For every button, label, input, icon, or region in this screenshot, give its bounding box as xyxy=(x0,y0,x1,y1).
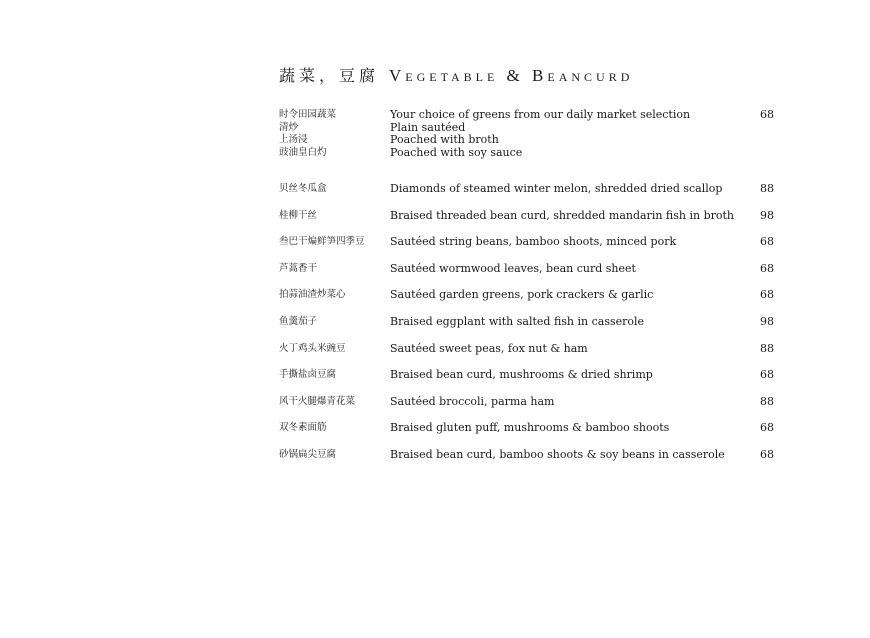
dish-name-chinese: 手撕盐卤豆腐 xyxy=(279,369,337,381)
option-description: Plain sautéed xyxy=(390,120,466,134)
option-name-chinese: 清炒 xyxy=(279,121,299,133)
greens-option xyxy=(279,134,774,147)
option-description: Poached with soy sauce xyxy=(390,145,523,159)
dish-description: Sautéed sweet peas, fox nut & ham xyxy=(390,341,588,355)
menu-item xyxy=(279,183,774,210)
menu-item xyxy=(279,343,774,370)
option-name-chinese: 豉油皇白灼 xyxy=(279,146,327,158)
menu-item xyxy=(279,236,774,263)
dish-name-chinese: 桂柳干丝 xyxy=(279,209,318,221)
dish-name-chinese: 双冬素面筋 xyxy=(279,422,327,434)
dish-name-chinese: 芦蒿香干 xyxy=(279,262,318,274)
dish-name-chinese: 贝丝冬瓜盒 xyxy=(279,183,327,194)
menu-item xyxy=(279,316,774,343)
dish-description: Braised eggplant with salted fish in casserole xyxy=(390,314,645,328)
menu-item xyxy=(279,369,774,396)
dish-price: 68 xyxy=(760,235,774,249)
dish-price: 68 xyxy=(760,368,774,382)
dish-name-chinese: 鱼羹茄子 xyxy=(279,315,318,327)
dish-description: Sautéed garden greens, pork crackers & garlic xyxy=(390,288,654,302)
dish-description: Braised threaded bean curd, shredded mandarin fish in broth xyxy=(390,208,735,222)
dish-name-chinese: 叁巴干煸鲜笋四季豆 xyxy=(279,236,365,248)
menu-item-greens xyxy=(279,109,774,159)
dish-description: Braised gluten puff, mushrooms & bamboo shoots xyxy=(390,421,670,435)
menu-list xyxy=(279,109,774,476)
dish-name-chinese: 火丁鸡头米豌豆 xyxy=(279,342,346,354)
dish-price: 98 xyxy=(760,314,774,328)
dish-price: 68 xyxy=(760,108,774,121)
dish-name-chinese: 时令田园蔬菜 xyxy=(279,109,337,120)
dish-price: 68 xyxy=(760,447,774,461)
dish-description: Sautéed wormwood leaves, bean curd sheet xyxy=(390,261,636,275)
menu-item xyxy=(279,210,774,237)
dish-description: Your choice of greens from our daily market selection xyxy=(390,108,691,121)
dish-price: 68 xyxy=(760,261,774,275)
menu-item xyxy=(279,422,774,449)
dish-description: Sautéed string beans, bamboo shoots, minced pork xyxy=(390,235,677,249)
section-title-chinese: 蔬菜，豆腐 xyxy=(279,66,380,85)
option-name-chinese: 上汤浸 xyxy=(279,134,308,145)
dish-description: Braised bean curd, mushrooms & dried shrimp xyxy=(390,368,653,382)
dish-name-chinese: 风干火腿爆青花菜 xyxy=(279,395,356,407)
dish-description: Diamonds of steamed winter melon, shredded dried scallop xyxy=(390,182,723,195)
dish-price: 68 xyxy=(760,421,774,435)
dish-price: 88 xyxy=(760,394,774,408)
dish-description: Braised bean curd, bamboo shoots & soy beans in casserole xyxy=(390,447,725,461)
dish-name-chinese: 砂锅扁尖豆腐 xyxy=(279,448,337,460)
section-header xyxy=(279,63,633,86)
greens-option xyxy=(279,147,774,160)
dish-price: 88 xyxy=(760,341,774,355)
dish-name-chinese: 拍蒜油渣炒菜心 xyxy=(279,289,346,301)
section-title-english: Vegetable & Beancurd xyxy=(389,66,634,85)
dish-price: 68 xyxy=(760,288,774,302)
dish-price: 98 xyxy=(760,208,774,222)
dish-description: Sautéed broccoli, parma ham xyxy=(390,394,555,408)
menu-item xyxy=(279,289,774,316)
menu-item xyxy=(279,396,774,423)
menu-item xyxy=(279,263,774,290)
option-description: Poached with broth xyxy=(390,133,499,146)
menu-item xyxy=(279,449,774,476)
dish-price: 88 xyxy=(760,182,774,195)
greens-option xyxy=(279,122,774,135)
